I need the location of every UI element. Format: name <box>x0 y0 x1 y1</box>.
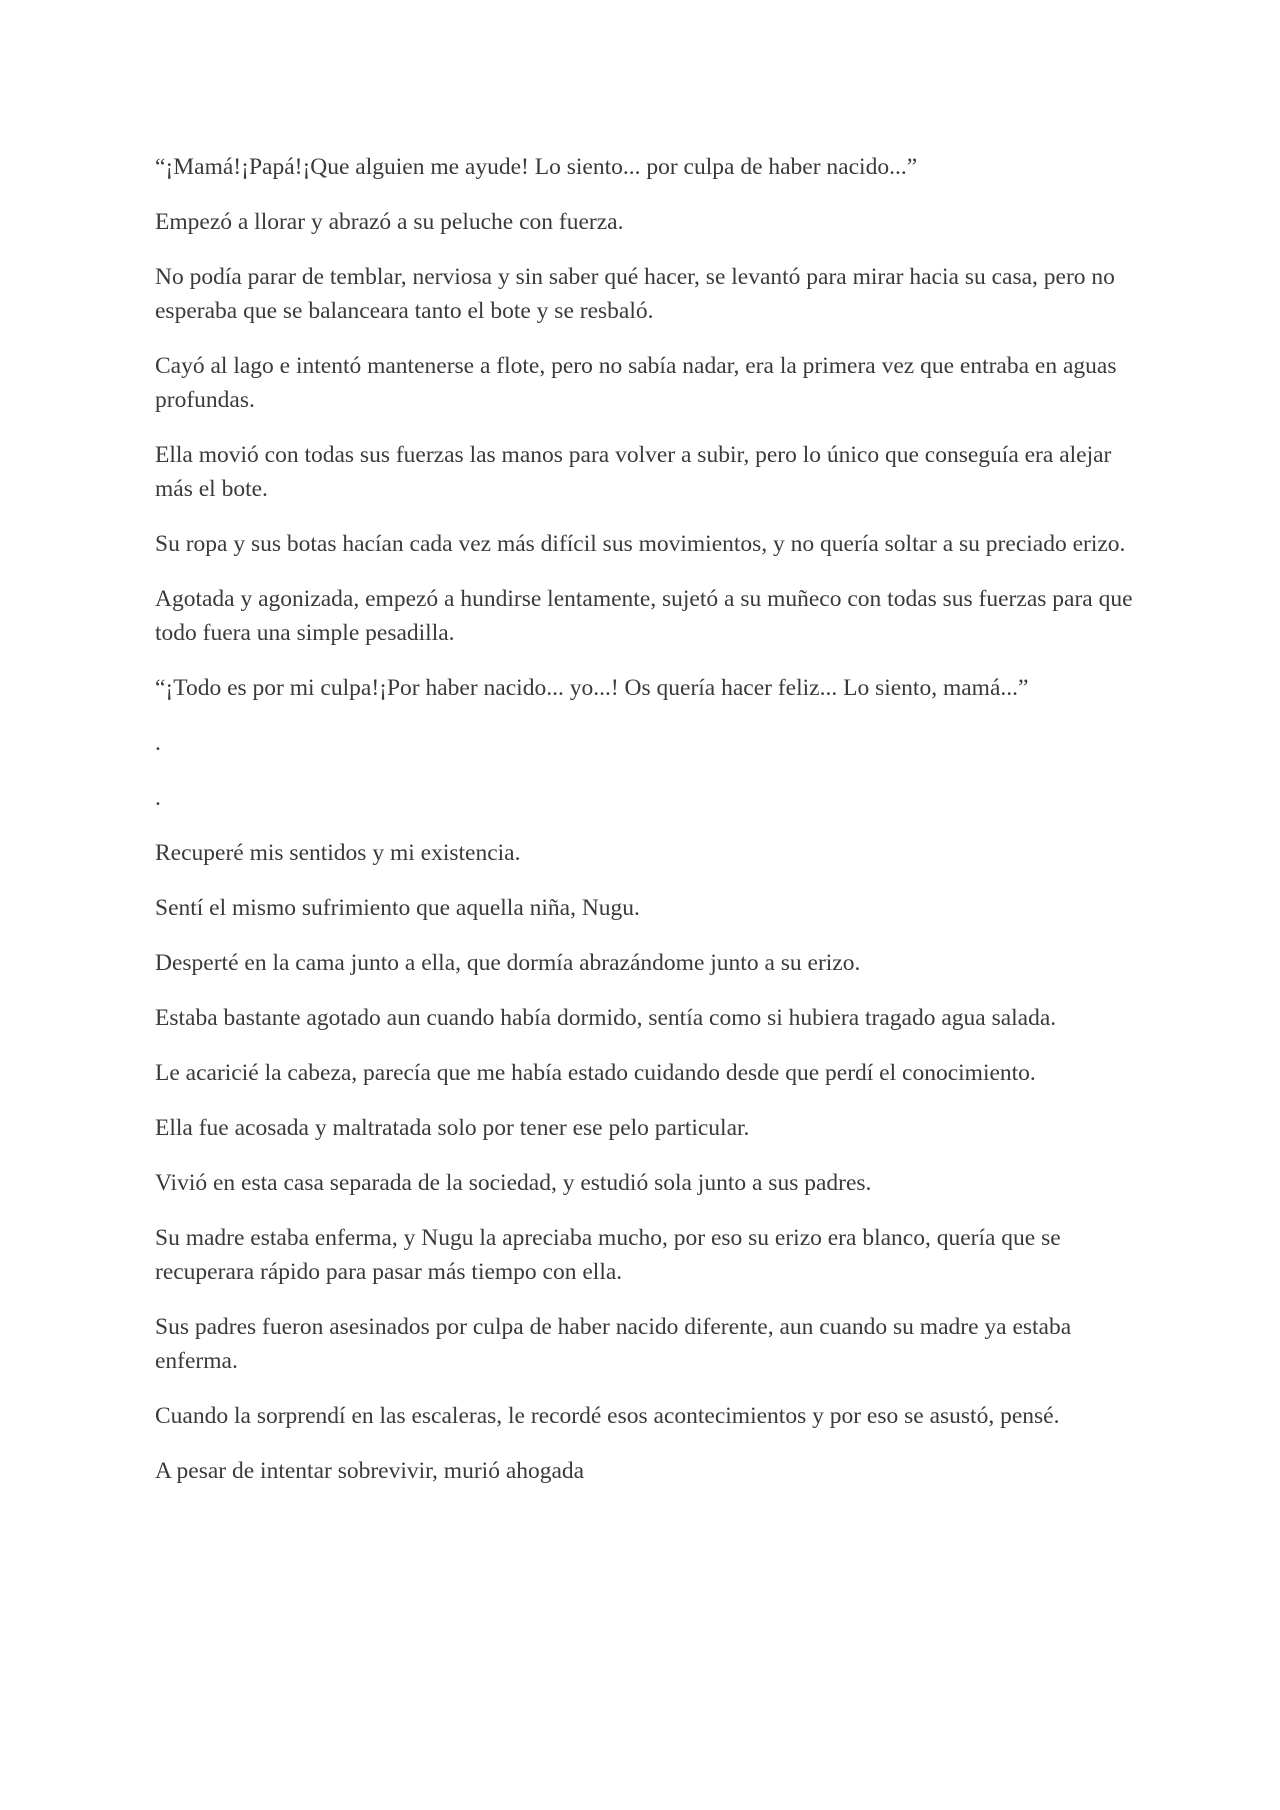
paragraph: Vivió en esta casa separada de la sociedad, y estudió sola junto a sus padres. <box>155 1170 872 1196</box>
paragraph: Su madre estaba enferma, y Nugu la apreciaba mucho, por eso su erizo era blanco, quería que se recuperara rápido para pasar más tiempo con ella. <box>155 1225 1061 1285</box>
paragraph: Cuando la sorprendí en las escaleras, le recordé esos acontecimientos y por eso se asustó, pensé. <box>155 1403 1060 1429</box>
document-body <box>155 150 1135 1509</box>
paragraph: Sentí el mismo sufrimiento que aquella niña, Nugu. <box>155 895 640 921</box>
paragraph: Agotada y agonizada, empezó a hundirse lentamente, sujetó a su muñeco con todas sus fuerzas para que todo fuera una simple pesadilla. <box>155 586 1133 646</box>
paragraph: Empezó a llorar y abrazó a su peluche con fuerza. <box>155 209 624 235</box>
paragraph: No podía parar de temblar, nerviosa y sin saber qué hacer, se levantó para mirar hacia su casa, pero no esperaba que se balanceara tanto el bote y se resbaló. <box>155 264 1115 324</box>
paragraph: Sus padres fueron asesinados por culpa de haber nacido diferente, aun cuando su madre ya estaba enferma. <box>155 1314 1072 1374</box>
paragraph: Recuperé mis sentidos y mi existencia. <box>155 840 521 866</box>
paragraph: Ella movió con todas sus fuerzas las manos para volver a subir, pero lo único que conseguía era alejar más el bote. <box>155 442 1112 502</box>
paragraph: “¡Todo es por mi culpa!¡Por haber nacido... yo...! Os quería hacer feliz... Lo siento, mamá...” <box>155 675 1029 701</box>
paragraph: Ella fue acosada y maltratada solo por tener ese pelo particular. <box>155 1115 750 1141</box>
paragraph: Su ropa y sus botas hacían cada vez más difícil sus movimientos, y no quería soltar a su preciado erizo. <box>155 531 1126 557</box>
paragraph: Cayó al lago e intentó mantenerse a flote, pero no sabía nadar, era la primera vez que entraba en aguas profundas. <box>155 353 1117 413</box>
paragraph: A pesar de intentar sobrevivir, murió ahogada <box>155 1458 585 1484</box>
scene-break-dot: . <box>155 785 161 811</box>
paragraph: Desperté en la cama junto a ella, que dormía abrazándome junto a su erizo. <box>155 950 861 976</box>
paragraph: Le acaricié la cabeza, parecía que me había estado cuidando desde que perdí el conocimiento. <box>155 1060 1036 1086</box>
scene-break-dot: . <box>155 730 161 756</box>
paragraph: “¡Mamá!¡Papá!¡Que alguien me ayude! Lo siento... por culpa de haber nacido...” <box>155 154 918 180</box>
paragraph: Estaba bastante agotado aun cuando había dormido, sentía como si hubiera tragado agua salada. <box>155 1005 1057 1031</box>
